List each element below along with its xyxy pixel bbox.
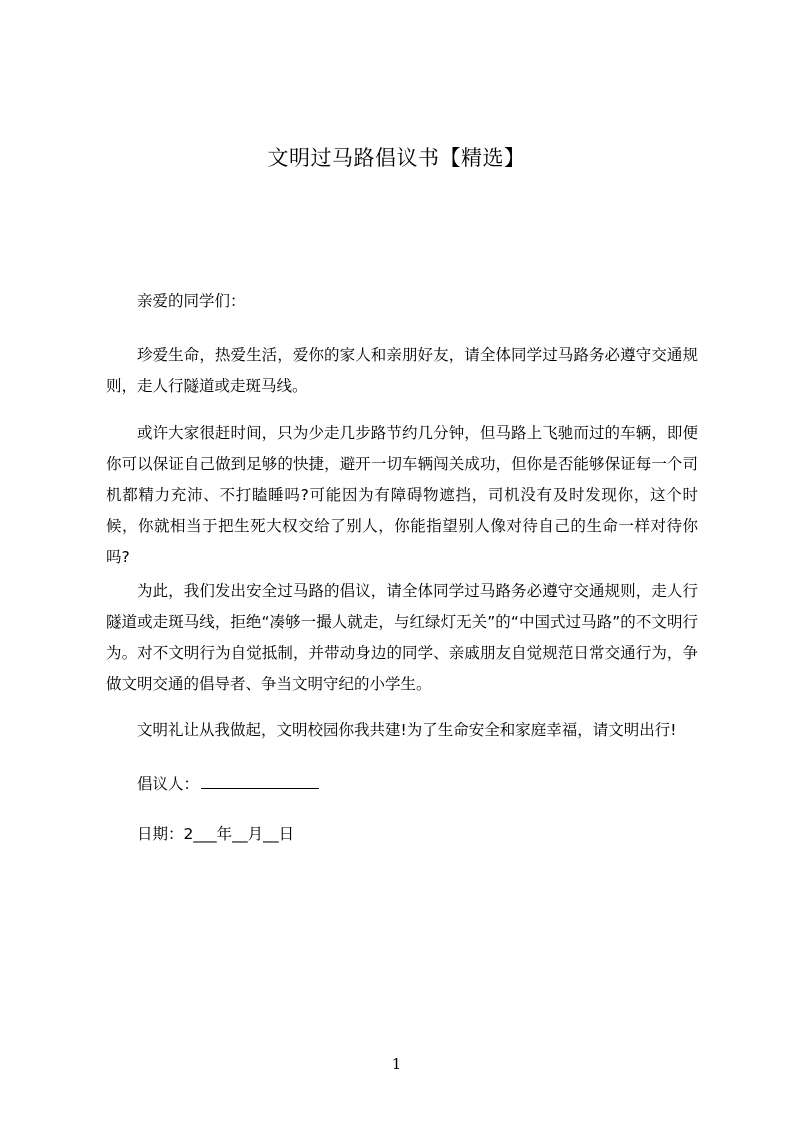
page-number: 1 <box>391 1055 402 1073</box>
signer-line <box>137 768 537 800</box>
signer-blank <box>201 768 319 789</box>
date-line: 日期：2___年__月__日 <box>137 825 295 843</box>
paragraph-1: 珍爱生命，热爱生活，爱你的家人和亲朋好友，请全体同学过马路务必遵守交通规则，走人行隧道或走斑马线。 <box>106 346 698 395</box>
salutation: 亲爱的同学们： <box>137 292 246 310</box>
paragraph-2: 或许大家很赶时间，只为少走几步路节约几分钟，但马路上飞驰而过的车辆，即便你可以保证自己做到足够的快捷，避开一切车辆闯关成功，但你是否能够保证每一个司机都精力充沛、不打瞌睡吗?可能因为有障碍物遮挡，司机没有及时发现你，这个时候，你就相当于把生死大权交给了别人，你能指望别人像对待自己的生命一样对待你吗? <box>106 424 698 566</box>
paragraph-4: 文明礼让从我做起，文明校园你我共建!为了生命安全和家庭幸福，请文明出行! <box>137 721 677 739</box>
paragraph-3: 为此，我们发出安全过马路的倡议，请全体同学过马路务必遵守交通规则，走人行隧道或走斑马线，拒绝“凑够一撮人就走，与红绿灯无关”的“中国式过马路”的不文明行为。对不文明行为自觉抵制，并带动身边的同学、亲戚朋友自觉规范日常交通行为，争做文明交通的倡导者、争当文明守纪的小学生。 <box>106 582 698 693</box>
document-title: 文明过马路倡议书【精选】 <box>267 146 526 170</box>
signer-label: 倡议人： <box>137 775 200 793</box>
